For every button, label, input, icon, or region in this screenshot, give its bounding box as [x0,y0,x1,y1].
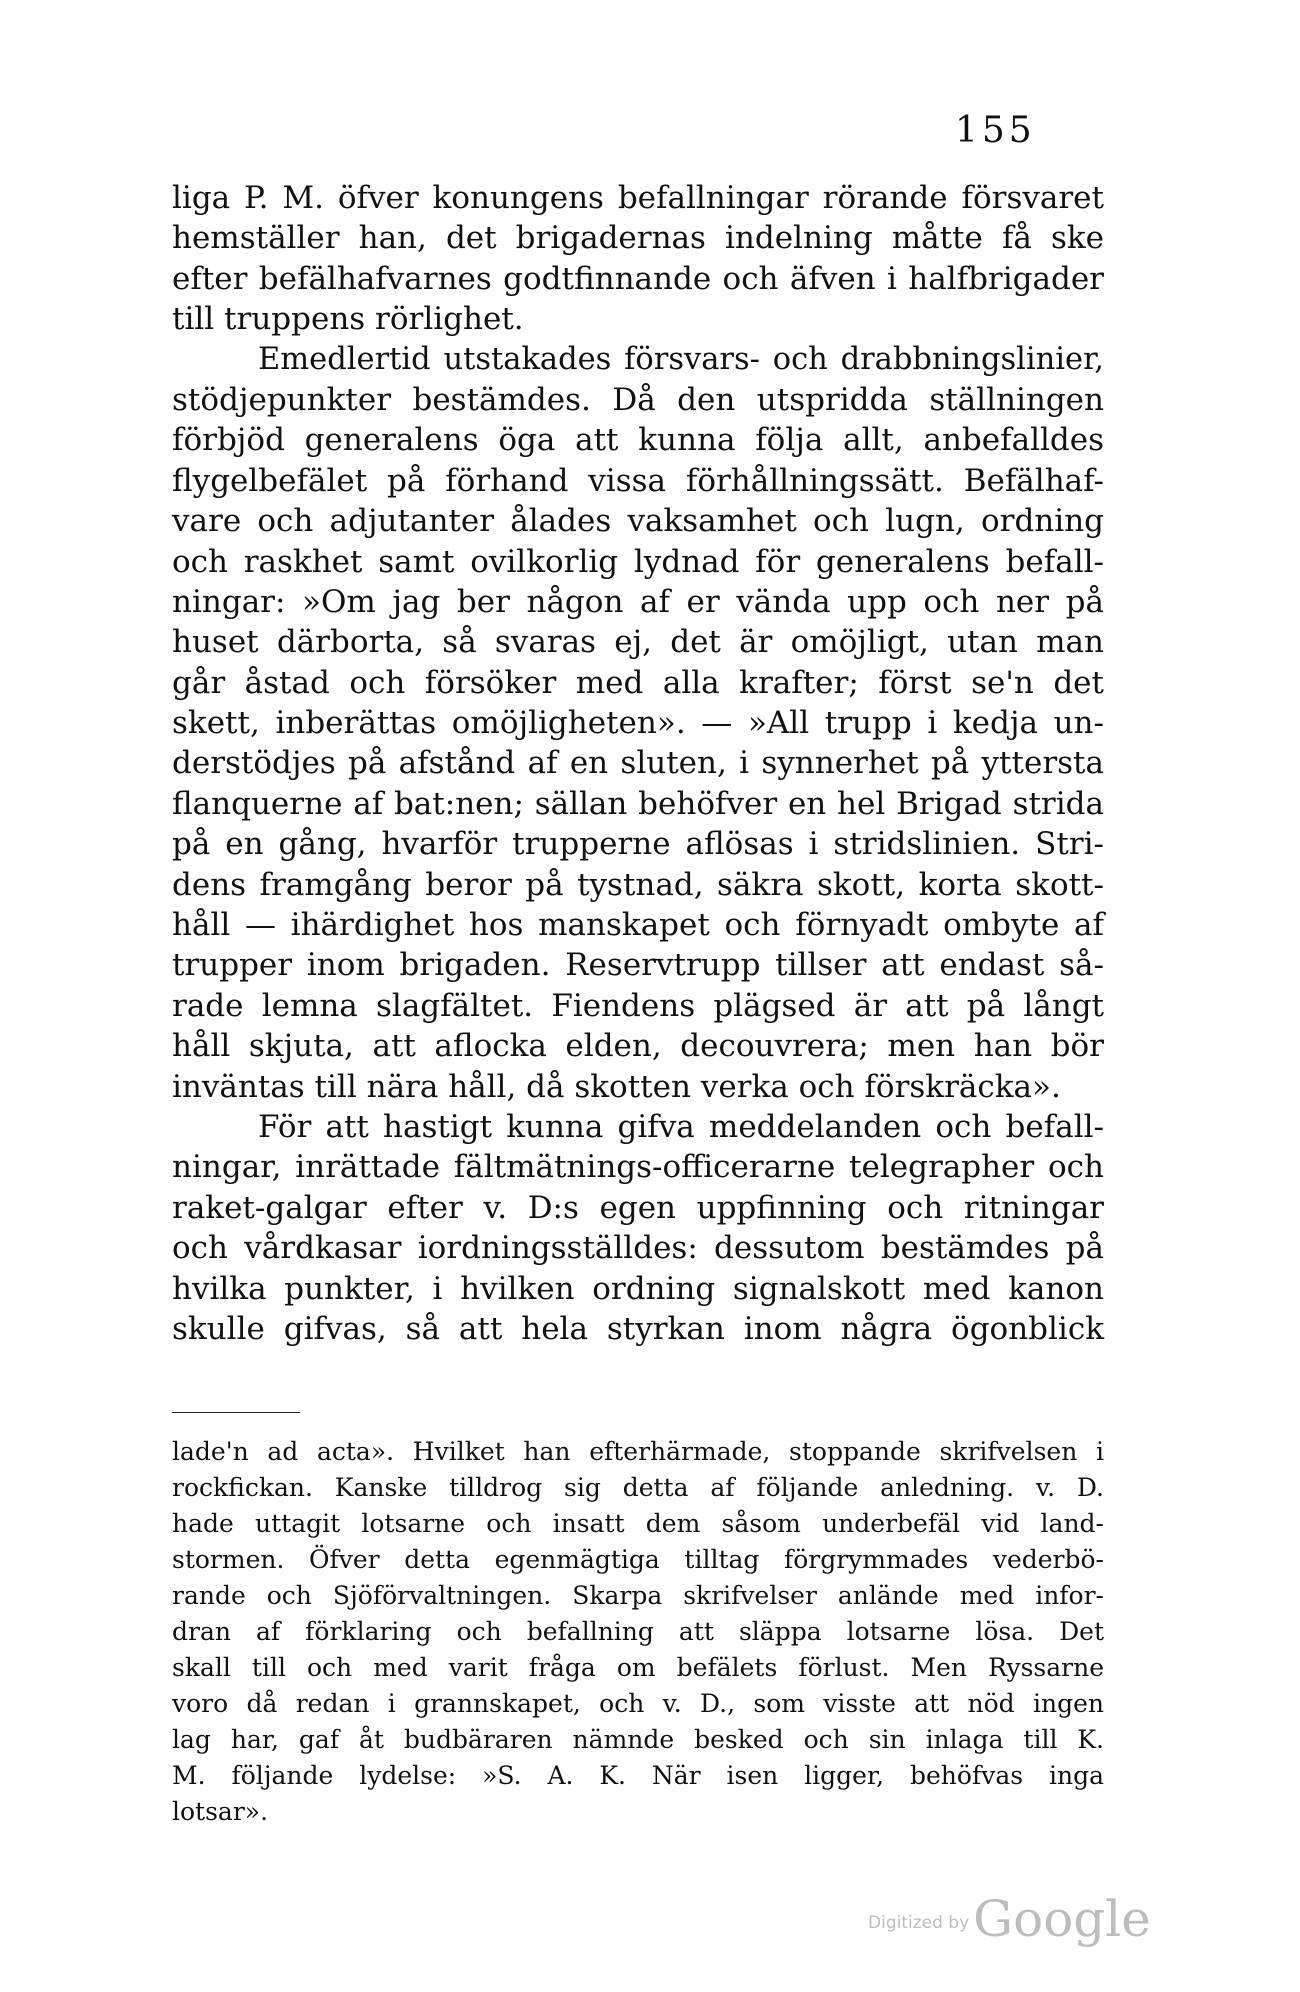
footnote-line: lade'n ad acta». Hvilket han efterhärmade, stoppande skrifvelsen i [172,1437,1104,1466]
digitized-watermark [868,1890,1151,1948]
page-number: 155 [955,110,1036,151]
text-line: inväntas till nära håll, då skotten verka och förskräcka». [172,1068,1061,1105]
text-line: raket-galgar efter v. D:s egen uppfinning och ritningar [172,1189,1104,1226]
footnote-line: lag har, gaf åt budbäraren nämnde besked och sin inlaga till K. [172,1725,1104,1754]
footnote-line: stormen. Öfver detta egenmägtiga tilltag förgrymmades vederbö- [172,1545,1104,1574]
text-line: flygelbefälet på förhand vissa förhållningssätt. Befälhaf- [172,462,1104,499]
text-line: derstödjes på afstånd af en sluten, i synnerhet på yttersta [172,745,1104,782]
text-line: För att hastigt kunna gifva meddelanden och befall- [258,1108,1104,1145]
text-line: liga P. M. öfver konungens befallningar rörande försvaret [172,180,1104,216]
footnote-line: rande och Sjöförvaltningen. Skarpa skrifvelser anlände med infor- [172,1581,1104,1610]
footnote-line: rockfickan. Kanske tilldrog sig detta af följande anledning. v. D. [172,1473,1104,1502]
main-text [172,178,1104,1349]
text-line: trupper inom brigaden. Reservtrupp tillser att endast så- [172,947,1104,984]
text-line: Emedlertid utstakades försvars- och drabbningslinier, [258,341,1104,377]
text-line: flanquerne af bat:nen; sällan behöfver en hel Brigad strida [172,785,1104,822]
footnote-line: lotsar». [172,1797,269,1826]
text-line: håll skjuta, att aflocka elden, decouvrera; men han bör [172,1028,1104,1065]
digitized-by-text: Digitized by [868,1913,970,1933]
footnote-line: hade uttagit lotsarne och insatt dem såsom underbefäl vid land- [172,1509,1104,1538]
text-line: ningar, inrättade fältmätnings-officerarne telegrapher och [172,1149,1104,1186]
text-line: förbjöd generalens öga att kunna följa allt, anbefalldes [172,422,1104,459]
footnote-line: M. följande lydelse: »S. A. K. När isen ligger, behöfvas inga [172,1761,1104,1790]
text-line: går åstad och försöker med alla krafter; först se'n det [172,664,1104,701]
text-line: på en gång, hvarför trupperne aflösas i stridslinien. Stri- [172,826,1104,863]
footnote [172,1434,1104,1830]
text-line: efter befälhafvarnes godtfinnande och äfven i halfbrigader [172,260,1104,297]
text-line: och raskhet samt ovilkorlig lydnad för generalens befall- [172,543,1104,580]
text-line: dens framgång beror på tystnad, säkra skott, korta skott- [172,866,1104,903]
text-line: håll — ihärdighet hos manskapet och förnyadt ombyte af [172,907,1104,944]
footnote-divider [172,1412,300,1413]
text-line: huset därborta, så svaras ej, det är omöjligt, utan man [172,624,1104,661]
footnote-line: skall till och med varit fråga om befälets förlust. Men Ryssarne [172,1653,1104,1682]
footnote-line: voro då redan i grannskapet, och v. D., som visste att nöd ingen [172,1689,1104,1718]
text-line: till truppens rörlighet. [172,301,524,338]
text-line: skett, inberättas omöjligheten». — »All trupp i kedja un- [172,705,1104,742]
google-logo: Google [973,1890,1151,1948]
text-line: hemställer han, det brigadernas indelning måtte få ske [172,220,1104,257]
text-line: ningar: »Om jag ber någon af er vända upp och ner på [172,583,1104,620]
text-line: skulle gifvas, så att hela styrkan inom några ögonblick [172,1310,1104,1347]
text-line: stödjepunkter bestämdes. Då den utspridda ställningen [172,381,1104,418]
text-line: hvilka punkter, i hvilken ordning signalskott med kanon [172,1270,1104,1307]
footnote-line: dran af förklaring och befallning att släppa lotsarne lösa. Det [172,1617,1104,1646]
text-line: rade lemna slagfältet. Fiendens plägsed är att på långt [172,987,1104,1024]
text-line: vare och adjutanter ålades vaksamhet och lugn, ordning [172,503,1104,540]
text-line: och vårdkasar iordningsställdes: dessutom bestämdes på [172,1230,1104,1267]
